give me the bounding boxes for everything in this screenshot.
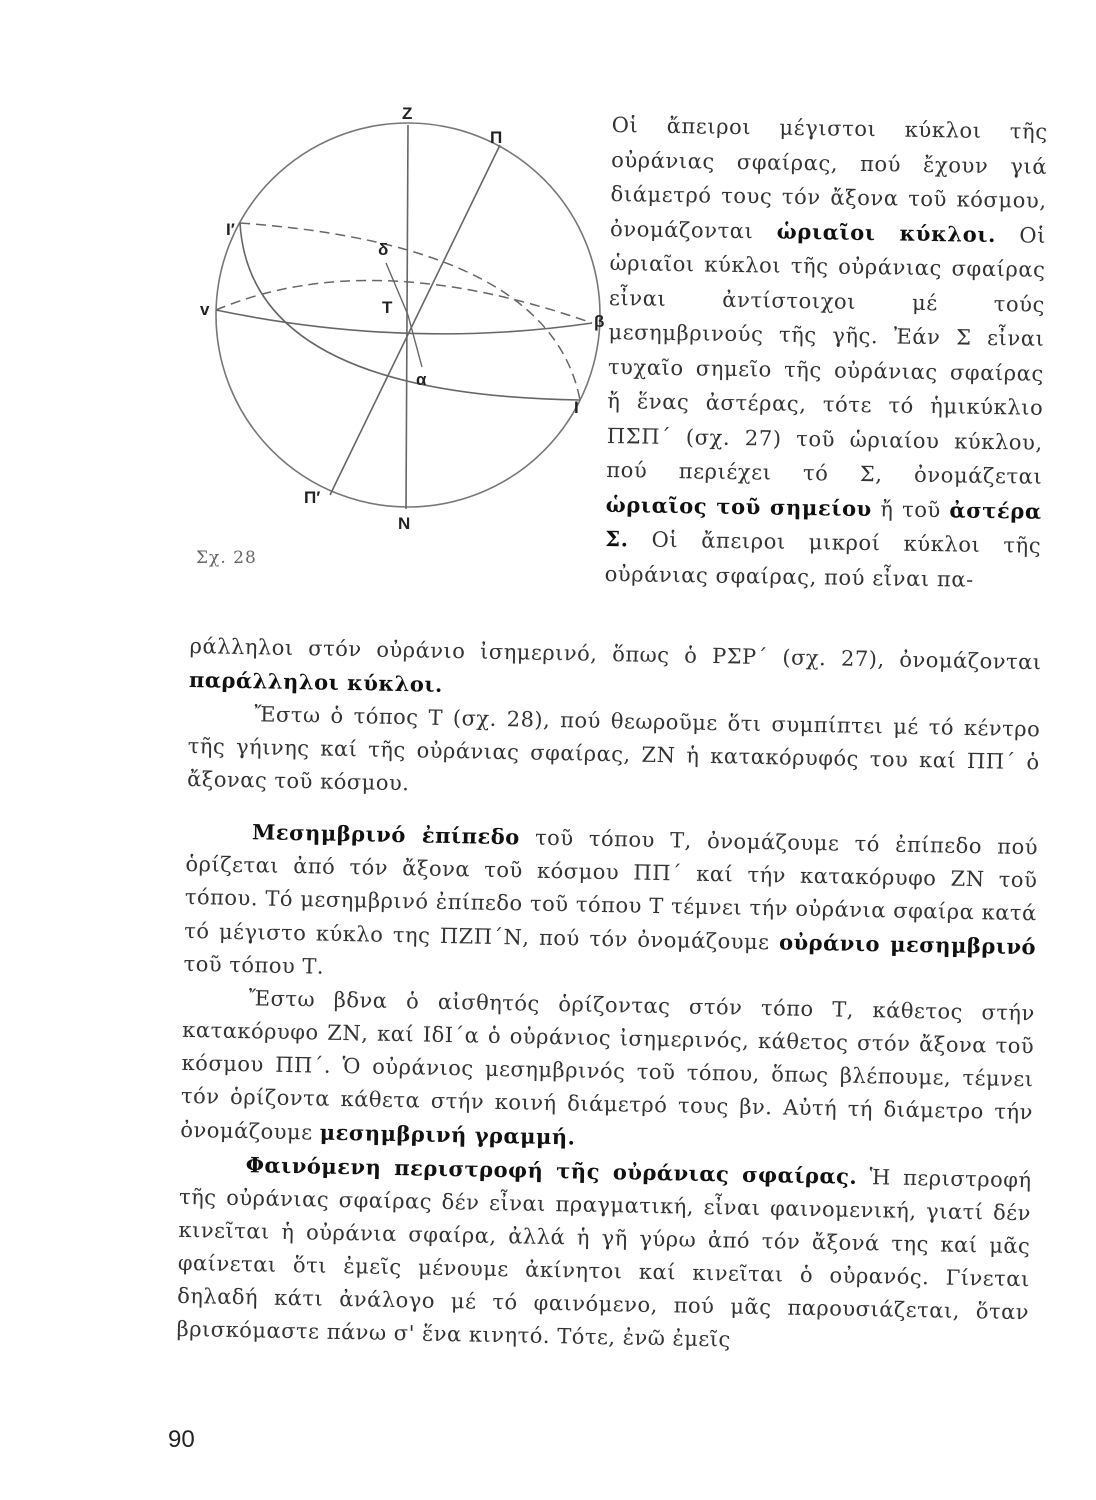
side-text-run: Οἱ ἄπειροι μέγιστοι κύκλοι τῆς οὐράνιας σφαίρας, πού ἔχουν γιά διάμετρό τους τόν ἄξονα τοῦ κόσμου, ὀνομάζονται [609,112,1048,244]
main-text [176,630,1042,1362]
label-b: β [594,312,605,331]
paragraph-horizon [180,981,1035,1163]
side-paragraph [604,108,1048,598]
side-term-star: ἀστέρα Σ. [605,496,1042,552]
label-z: Z [402,104,413,123]
celestial-sphere-diagram [190,95,630,545]
side-term-hour-circles: ὡριαῖοι κύκλοι. [776,218,997,247]
term-meridian-plane: Μεσημβρινό ἐπίπεδο [251,819,521,850]
term-meridian-line: μεσημβρινή γραμμή. [319,1119,576,1150]
text-run: τοῦ τόπου Τ, ὀνομάζουμε τό ἐπίπεδο πού ὁρίζεται ἀπό τόν ἄξονα τοῦ κόσμου ΠΠ΄ καί τήν κατακόρυφο ΖΝ τοῦ τόπου. Τό μεσημβρινό ἐπίπεδο τοῦ τόπου Τ τέμνει τήν οὐράνια σφαίρα κατά τό μέγιστο κύκλο της ΠΖΠ΄Ν, πού τόν ὀνομάζουμε [183,825,1039,955]
side-text-run: ἤ τοῦ [871,496,950,522]
label-n: N [398,514,411,533]
page-number: 90 [168,1426,195,1453]
horizon-front-arc [216,310,592,334]
term-parallel-circles: παράλληλοι κύκλοι. [188,666,444,697]
label-t: T [382,298,393,317]
side-text-run: Οἱ ὡριαῖοι κύκλοι τῆς οὐράνιας σφαίρας εἶναι ἀντίστοιχοι μέ τούς μεσημβρινούς τῆς γῆς. Ἐάν Σ εἶναι τυχαῖο σημεῖο τῆς οὐράνιας σφαίρας ἤ ἕνας ἀστέρας, τότε τό ἡμικύκλιο ΠΣΠ΄ (σχ. 27) τοῦ ὡριαίου κύκλου, πού περιέχει τό Σ, ὀνομάζεται [606,222,1047,489]
paragraph-apparent-rotation [176,1147,1032,1362]
text-run: τοῦ τόπου Τ. [183,951,325,979]
world-axis-pp [330,145,500,495]
label-p: Π [490,128,503,147]
text-run: Ἔστω ὁ τόπος Τ (σχ. 28), πού θεωροῦμε ὅτι συμπίπτει μέ τό κέντρο τῆς γήινης καί τῆς οὐράνιας σφαίρας, ΖΝ ἡ κατακόρυφός του καί ΠΠ΄ ὁ ἄξονας τοῦ κόσμου. [186,702,1041,796]
label-delta: δ [378,240,389,259]
label-i-prime: I′ [226,220,235,239]
label-v: v [200,300,210,319]
term-apparent-rotation: Φαινόμενη περιστροφή τῆς οὐράνιας σφαίρας. [245,1152,858,1189]
text-run: Ἡ περιστροφή τῆς οὐράνιας σφαίρας δέν εἶναι πραγματική, εἶναι φαινομενική, γιατί δέν κινεῖται ἡ οὐράνια σφαίρα, ἀλλά ἡ γῆ γύρω ἀπό τόν ἄξονά της καί μᾶς φαίνεται ὅτι ἐμεῖς μένουμε ἀκίνητοι καί κινεῖται ὁ οὐρανός. Γίνεται δηλαδή κάτι ἀνάλογο μέ τό φαινόμενο, πού μᾶς παρουσιάζεται, ὅταν βρισκόμαστε πάνω σ' ἕνα κινητό. Τότε, ἐνῶ ἐμεῖς [176,1164,1032,1352]
label-i: I [574,398,579,417]
text-run: ράλληλοι στόν οὐράνιο ἰσημερινό, ὅπως ὁ ΡΣΡ΄ (σχ. 27), ὀνομάζονται [189,633,1042,675]
text-run: Ἔστω βδνα ὁ αἰσθητός ὁρίζοντας στόν τόπο Τ, κάθετος στήν κατακόρυφο ΖΝ, καί ΙδΙ΄α ὁ οὐράνιος ἰσημερινός, κάθετος στόν ἄξονα τοῦ κόσμου ΠΠ΄. Ὁ οὐράνιος μεσημβρινός τοῦ τόπου, ὅπως βλέπουμε, τέμνει τόν ὁρίζοντα κάθετα στήν κοινή διάμετρό τους βν. Αὐτή τή διάμετρο τήν ὀνομάζουμε [180,986,1036,1145]
horizon-back-arc [216,280,592,323]
figure-caption: Σχ. 28 [196,548,257,568]
vertical-axis-zn [406,125,408,509]
side-text-run: Οἱ ἄπειροι μικροί κύκλοι τῆς οὐράνιας σφαίρας, πού εἶναι πα- [604,527,1042,592]
paragraph-place-t [187,697,1041,812]
equator-back-arc [240,223,580,400]
label-a: α [416,370,427,389]
paragraph-meridian-plane [183,814,1038,997]
celestial-sphere-figure [190,95,630,545]
segment-t-alpha [408,315,422,367]
term-celestial-meridian: οὐράνιο μεσημβρινό [778,929,1037,960]
label-p-prime: Π′ [304,488,321,507]
side-term-hour-circle-of-point: ὡριαῖος τοῦ σημείου [605,491,873,521]
